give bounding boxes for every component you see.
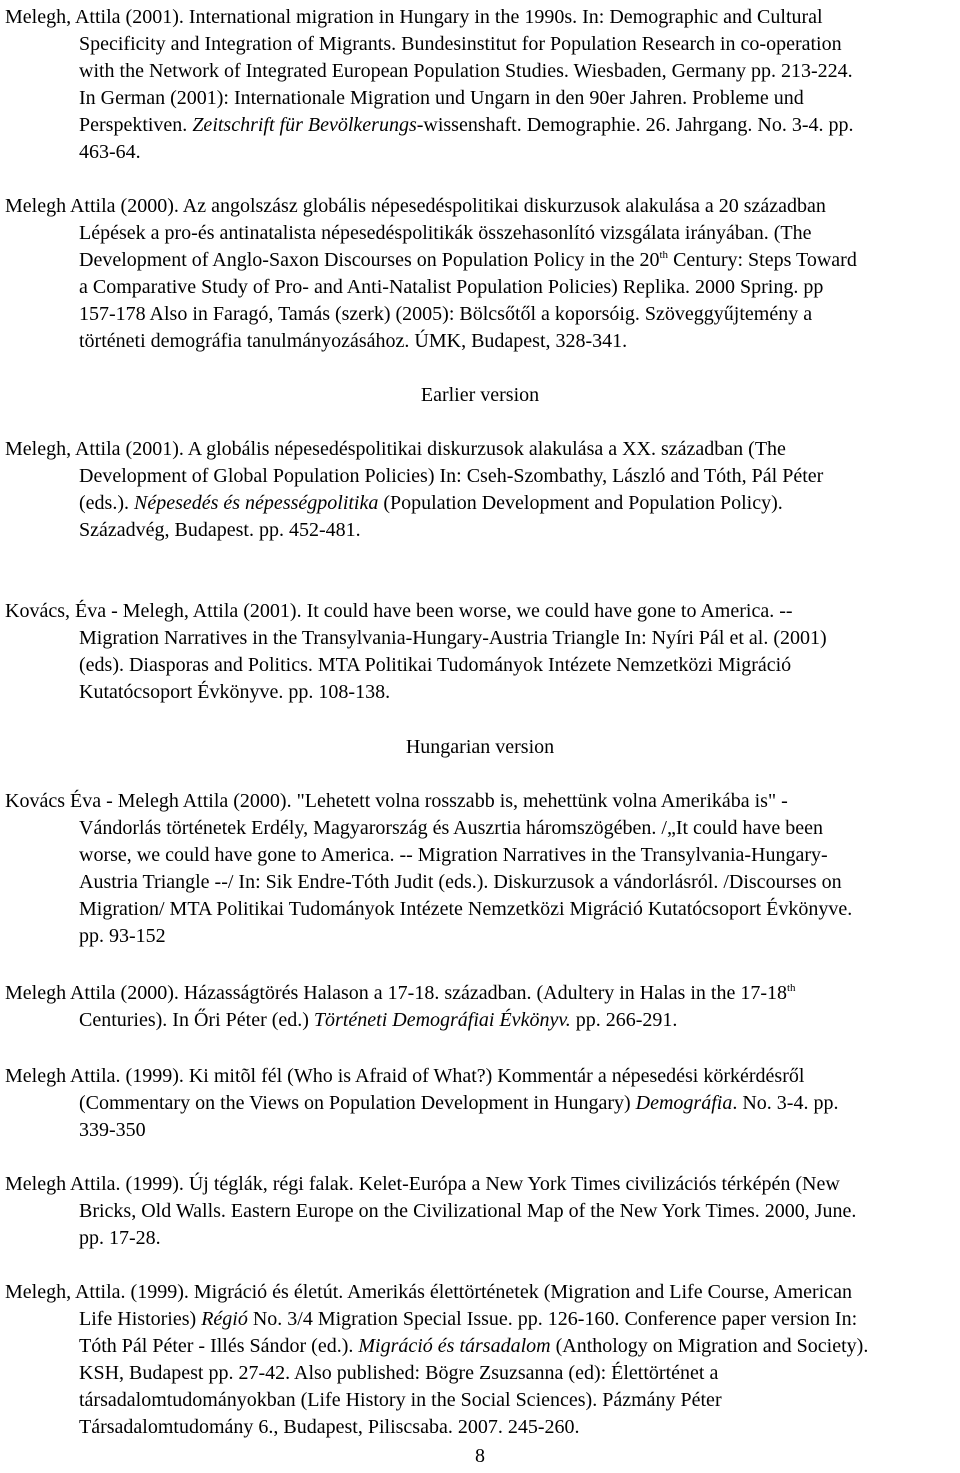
journal-title: Történeti Demográfiai Évkönyv. xyxy=(313,1009,571,1031)
reference-line: Lépések a pro-és antinatalista népesedéspolitikák összehasonlító vizsgálata irányában. (The xyxy=(79,222,812,244)
reference-line: Bricks, Old Walls. Eastern Europe on the Civilizational Map of the New York Times. 2000, June. xyxy=(79,1200,857,1222)
reference-line: Kutatócsoport Évkönyve. pp. 108-138. xyxy=(79,681,391,703)
reference-line: a Comparative Study of Pro- and Anti-Natalist Population Policies) Replika. 2000 Spring. pp xyxy=(79,276,824,298)
reference-line: Melegh Attila (2000). Az angolszász globális népesedéspolitikai diskurzusok alakulása a 20 században xyxy=(5,195,826,217)
reference-line: Melegh Attila. (1999). Új téglák, régi falak. Kelet-Európa a New York Times civilizációs térképén (New xyxy=(5,1173,840,1195)
journal-title: Régió xyxy=(201,1308,248,1330)
reference-line: pp. 17-28. xyxy=(79,1227,161,1249)
reference-line xyxy=(79,247,857,273)
reference-line xyxy=(79,112,854,138)
reference-line: with the Network of Integrated European Population Studies. Wiesbaden, Germany pp. 213-224. xyxy=(79,60,853,82)
reference-line: Melegh Attila. (1999). Ki mitõl fél (Who is Afraid of What?) Kommentár a népesedési körkérdésről xyxy=(5,1065,805,1087)
reference-line xyxy=(79,490,783,516)
reference-line: Specificity and Integration of Migrants. Bundesinstitut for Population Research in co-operation xyxy=(79,33,842,55)
reference-line: Melegh, Attila (2001). A globális népesedéspolitikai diskurzusok alakulása a XX. században (The xyxy=(5,438,786,460)
reference-line xyxy=(79,1333,868,1359)
text-span: Life Histories) xyxy=(79,1308,202,1330)
text-span: Melegh Attila (2000). Házasságtörés Halason a 17-18. században. (Adultery in Halas in the 17-18 xyxy=(5,982,787,1004)
reference-line: Austria Triangle --/ In: Sik Endre-Tóth Judit (eds.). Diskurzusok a vándorlásról. /Discourses on xyxy=(79,871,842,893)
reference-line: Társadalomtudomány 6., Budapest, Piliscsaba. 2007. 245-260. xyxy=(79,1416,580,1438)
text-span: (Anthology on Migration and Society). xyxy=(550,1335,869,1357)
section-heading: Hungarian version xyxy=(405,736,555,758)
reference-line: 339-350 xyxy=(79,1119,146,1141)
reference-line: Századvég, Budapest. pp. 452-481. xyxy=(79,519,361,541)
section-heading: Earlier version xyxy=(420,384,540,406)
text-span: (Commentary on the Views on Population Development in Hungary) xyxy=(79,1092,636,1114)
book-title: Népesedés és népességpolitika xyxy=(133,492,379,514)
text-span: Perspektiven. xyxy=(79,114,193,136)
superscript: th xyxy=(787,982,796,994)
reference-line: 157-178 Also in Faragó, Tamás (szerk) (2005): Bölcsőtől a koporsóig. Szöveggyűjtemény a xyxy=(79,303,813,325)
book-title: Migráció és társadalom xyxy=(358,1335,551,1357)
reference-line: 463-64. xyxy=(79,141,141,163)
text-span: (eds.). xyxy=(79,492,134,514)
reference-line: Migration Narratives in the Transylvania-Hungary-Austria Triangle In: Nyíri Pál et al. (2001) xyxy=(79,627,827,649)
reference-line: Kovács Éva - Melegh Attila (2000). "Lehetett volna rosszabb is, mehettünk volna Amerikába is" - xyxy=(5,790,788,812)
reference-line xyxy=(79,1007,677,1033)
text-span: -wissenshaft. Demographie. 26. Jahrgang. No. 3-4. pp. xyxy=(416,114,854,136)
page-number: 8 xyxy=(475,1445,485,1467)
reference-line xyxy=(79,1306,857,1332)
text-span: Century: Steps Toward xyxy=(668,249,857,271)
text-span: No. 3/4 Migration Special Issue. pp. 126-160. Conference paper version In: xyxy=(247,1308,858,1330)
text-span: pp. 266-291. xyxy=(570,1009,678,1031)
reference-line: worse, we could have gone to America. -- Migration Narratives in the Transylvania-Hungary- xyxy=(79,844,828,866)
reference-line: Melegh, Attila. (1999). Migráció és életút. Amerikás élettörténetek (Migration and Life Course, American xyxy=(5,1281,852,1303)
superscript: th xyxy=(659,249,669,261)
journal-title: Demográfia xyxy=(635,1092,733,1114)
text-span: Tóth Pál Péter - Illés Sándor (ed.). xyxy=(79,1335,359,1357)
reference-line: Migration/ MTA Politikai Tudományok Intézete Nemzetközi Migráció Kutatócsoport Évkönyve. xyxy=(79,898,853,920)
journal-title: Zeitschrift für Bevölkerungs xyxy=(192,114,417,136)
reference-line: pp. 93-152 xyxy=(79,925,166,947)
reference-line: társadalomtudományokban (Life History in the Social Sciences). Pázmány Péter xyxy=(79,1389,722,1411)
reference-line: Development of Global Population Policies) In: Cseh-Szombathy, László and Tóth, Pál Péter xyxy=(79,465,824,487)
reference-line: Melegh, Attila (2001). International migration in Hungary in the 1990s. In: Demographic and Cultural xyxy=(5,6,823,28)
reference-line: KSH, Budapest pp. 27-42. Also published: Bögre Zsuzsanna (ed): Élettörténet a xyxy=(79,1362,719,1384)
reference-line: Kovács, Éva - Melegh, Attila (2001). It could have been worse, we could have gone to America. -- xyxy=(5,600,793,622)
reference-line: történeti demográfia tanulmányozásához. ÚMK, Budapest, 328-341. xyxy=(79,330,628,352)
reference-line: (eds). Diasporas and Politics. MTA Politikai Tudományok Intézete Nemzetközi Migráció xyxy=(79,654,792,676)
text-span: Development of Anglo-Saxon Discourses on Population Policy in the 20 xyxy=(79,249,660,271)
reference-line: Vándorlás történetek Erdély, Magyarország és Auszrtia háromszögében. /„It could have been xyxy=(79,817,823,839)
text-span: (Population Development and Population Policy). xyxy=(378,492,783,514)
reference-line xyxy=(79,1090,838,1116)
reference-line: In German (2001): Internationale Migration und Ungarn in den 90er Jahren. Probleme und xyxy=(79,87,804,109)
text-span: . No. 3-4. pp. xyxy=(732,1092,839,1114)
text-span: Centuries). In Őri Péter (ed.) xyxy=(79,1009,314,1031)
reference-line xyxy=(5,980,796,1006)
